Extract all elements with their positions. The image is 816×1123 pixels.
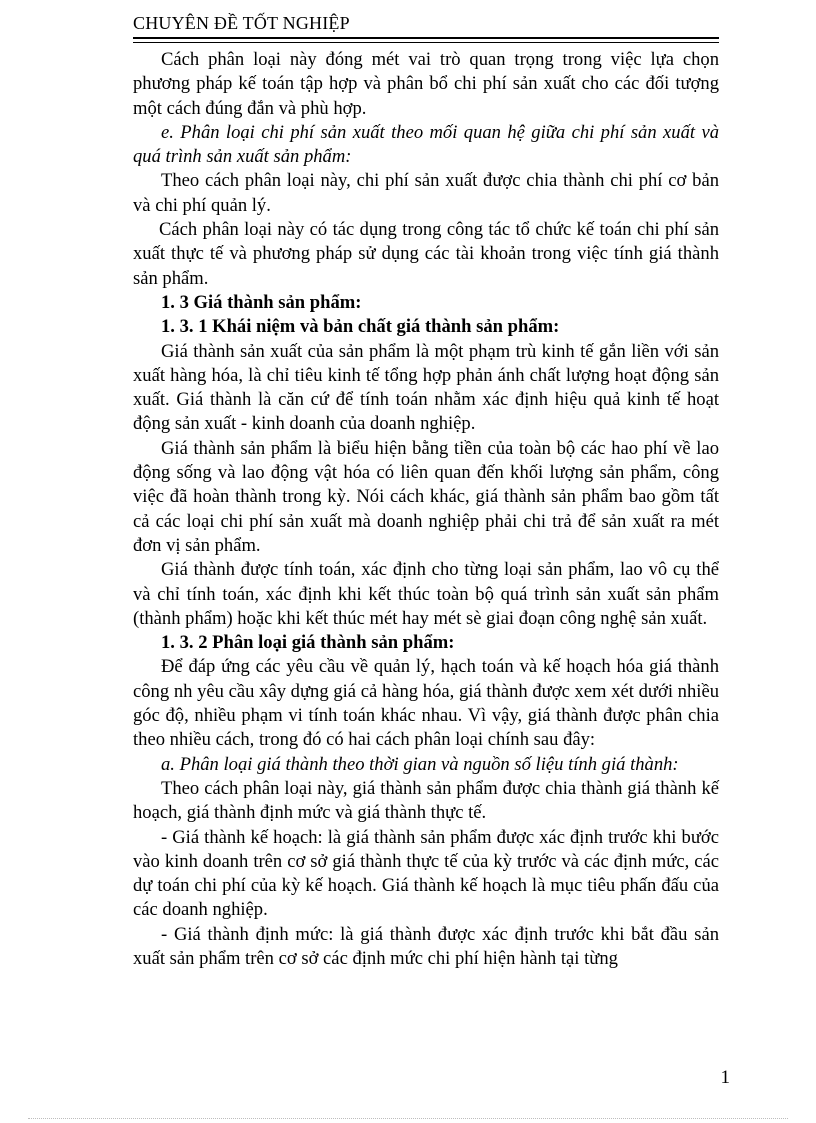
paragraph: - Giá thành định mức: là giá thành được xác định trước khi bắt đầu sản xuất sản phẩm trên cơ sở các định mức chi phí hiện hành tại từng (133, 923, 719, 969)
paragraph: Để đáp ứng các yêu cầu về quản lý, hạch toán và kế hoạch hóa giá thành công nh yêu cầu xây dựng giá cả hàng hóa, giá thành được xem xét dưới nhiều góc độ, nhiều phạm vi tính toán khác nhau. Vì vậy, giá thành được phân chia theo nhiều cách, trong đó có hai cách phân loại chính sau đây: (133, 656, 719, 751)
paragraph: Giá thành sản phẩm là biểu hiện bằng tiền của toàn bộ các hao phí về lao động sống và lao động vật hóa có liên quan đến khối lượng sản phẩm, công việc đã hoàn thành trong kỳ. Nói cách khác, giá thành sản phẩm bao gồm tất cả các loại chi phí sản xuất mà doanh nghiệp phải chi trả để sản xuất ra mét đơn vị sản phẩm. (133, 437, 719, 556)
paragraph: Theo cách phân loại này, giá thành sản phẩm được chia thành giá thành kế hoạch, giá thành định mức và giá thành thực tế. (133, 777, 719, 824)
paragraph: Cách phân loại này có tác dụng trong công tác tổ chức kế toán chi phí sản xuất thực tế và phương pháp sử dụng các tài khoản trong việc tính giá thành sản phẩm. (133, 219, 719, 289)
header-rule-thick (133, 37, 719, 39)
paragraph: Theo cách phân loại này, chi phí sản xuất được chia thành chi phí cơ bản và chi phí quản lý. (133, 170, 719, 216)
document-body (133, 48, 719, 971)
page-number: 1 (720, 1067, 730, 1088)
paragraph: Giá thành được tính toán, xác định cho từng loại sản phẩm, lao vô cụ thể và chỉ tính toán, xác định khi kết thúc toàn bộ quá trình sản xuất sản phẩm (thành phẩm) hoặc khi kết thúc mét hay mét sè giai đoạn công nghệ sản xuất. (133, 559, 719, 629)
paragraph: Cách phân loại này đóng mét vai trò quan trọng trong việc lựa chọn phương pháp kế toán tập hợp và phân bổ chi phí sản xuất cho các đối tượng một cách đúng đắn và phù hợp. (133, 49, 719, 119)
header-rule-thin (133, 42, 719, 43)
page-header-title: CHUYÊN ĐỀ TỐT NGHIỆP (133, 13, 350, 33)
section-heading: 1. 3. 1 Khái niệm và bản chất giá thành sản phẩm: (161, 316, 560, 338)
subheading-italic: e. Phân loại chi phí sản xuất theo mối quan hệ giữa chi phí sản xuất và quá trình sản xuất sản phẩm: (133, 121, 719, 168)
paragraph: Giá thành sản xuất của sản phẩm là một phạm trù kinh tế gắn liền với sản xuất hàng hóa, là chỉ tiêu kinh tế tổng hợp phản ánh chất lượng hoạt động sản xuất. Giá thành là căn cứ để tính toán nhằm xác định hiệu quả kinh tế hoạt động sản xuất - kinh doanh của doanh nghiệp. (133, 340, 719, 435)
subheading-italic: a. Phân loại giá thành theo thời gian và nguồn số liệu tính giá thành: (161, 753, 679, 775)
page-bottom-border (28, 1118, 788, 1119)
section-heading: 1. 3. 2 Phân loại giá thành sản phẩm: (161, 632, 455, 654)
section-heading: 1. 3 Giá thành sản phẩm: (161, 291, 362, 313)
paragraph: - Giá thành kế hoạch: là giá thành sản phẩm được xác định trước khi bước vào kinh doanh trên cơ sở giá thành thực tế của kỳ trước và các định mức, các dự toán chi phí của kỳ kế hoạch. Giá thành kế hoạch là mục tiêu phấn đấu của các doanh nghiệp. (133, 826, 719, 921)
